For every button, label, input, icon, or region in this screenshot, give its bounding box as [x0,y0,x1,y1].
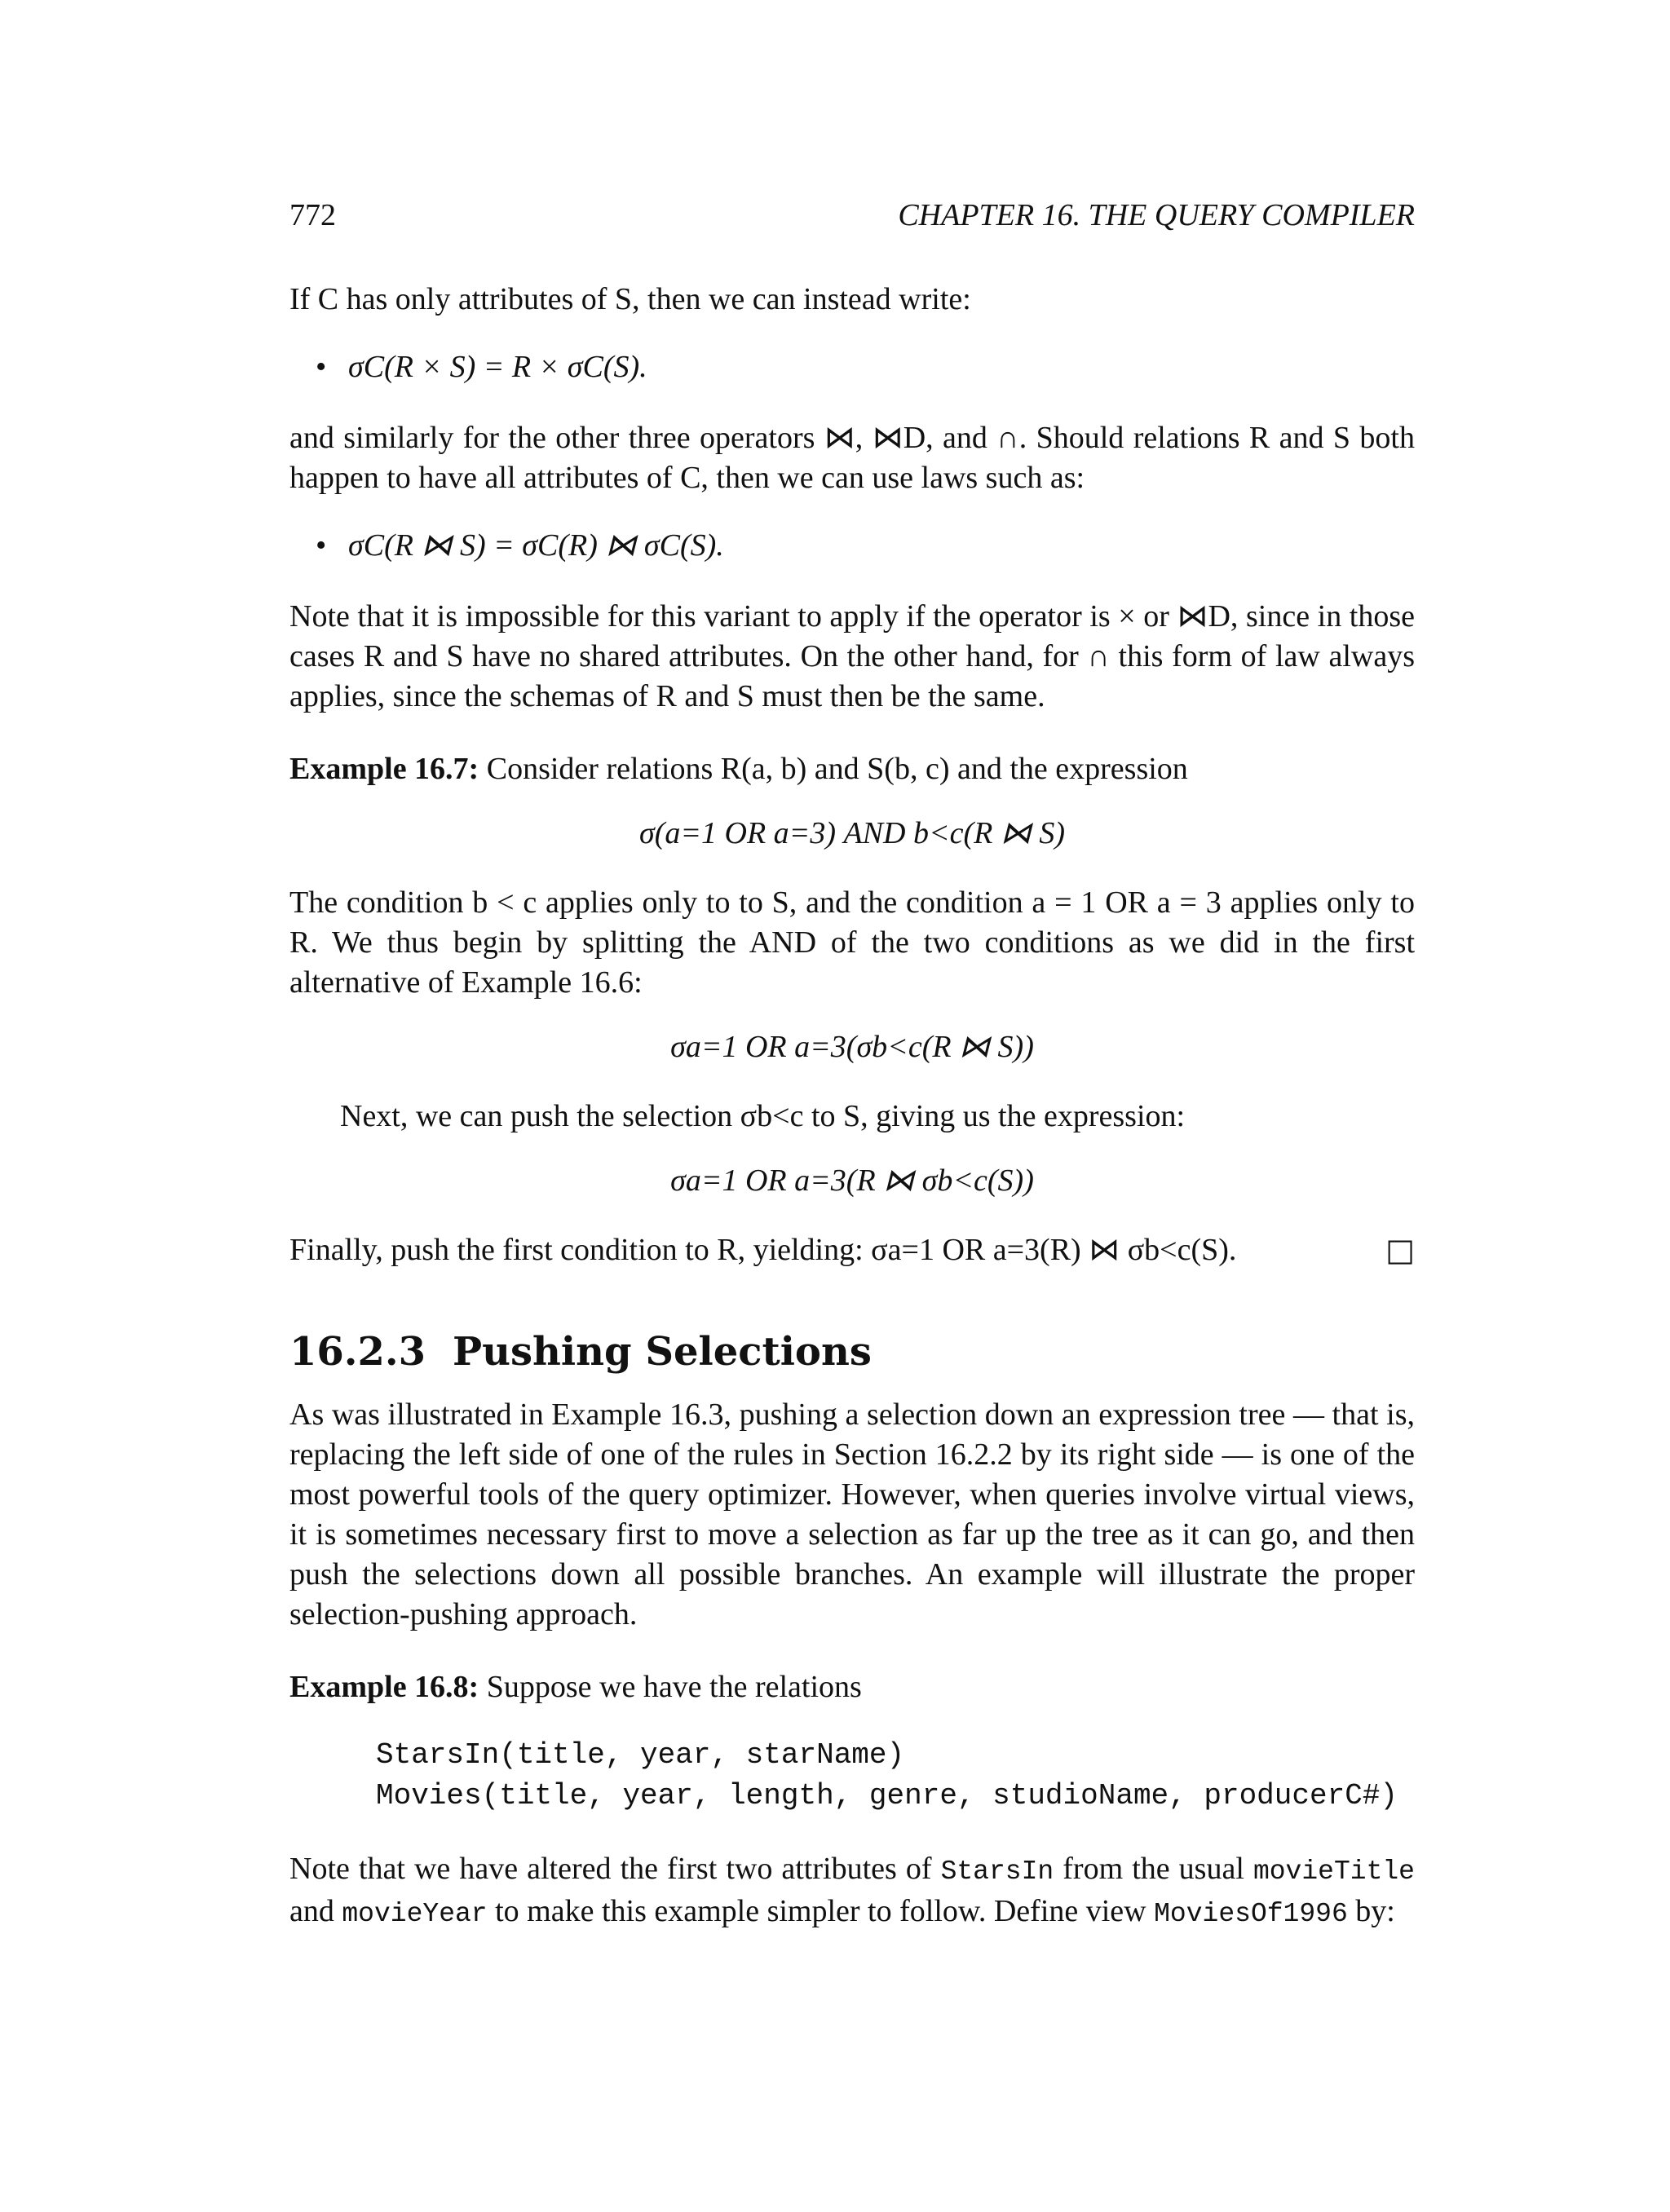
example-16-8-paragraph-1 [289,1849,1415,1934]
section-number: 16.2.3 [289,1329,426,1375]
inline-code: MoviesOf1996 [1154,1899,1348,1929]
example-16-8-intro-text: Suppose we have the relations [486,1670,862,1704]
example-16-7-paragraph-1: The condition b < c applies only to to S, and the condition a = 1 OR a = 3 applies only to R. We thus begin by splitting the AND of the two conditions as we did in the first alternative of Example 16.6: [289,885,1415,1000]
example-16-7-expression-2: σa=1 OR a=3(σb<c(R ⋈ S)) [670,1030,1034,1064]
example-16-7-intro-text: Consider relations R(a, b) and S(b, c) and the expression [486,752,1188,786]
bullet-1-formula: σC(R × S) = R × σC(S). [348,350,647,384]
example-16-8 [289,1667,1415,1934]
example-16-7-paragraph-2: Next, we can push the selection σb<c to S, giving us the expression: [340,1099,1186,1133]
example-16-7-expression-1: σ(a=1 OR a=3) AND b<c(R ⋈ S) [638,816,1066,850]
section-heading [289,1329,1415,1375]
bullet-dot-icon: • [316,528,327,563]
code-line-movies: Movies(title, year, length, genre, studioName, producerC#) [376,1779,1398,1812]
code-line-starsin: StarsIn(title, year, starName) [376,1738,905,1772]
section-title: Pushing Selections [453,1329,872,1375]
page [289,196,1415,1934]
qed-box-icon: □ [1385,1232,1415,1268]
text-segment: to make this example simpler to follow. Define view [487,1894,1155,1928]
example-16-8-intro [289,1667,1415,1707]
bullet-2 [316,526,1415,566]
chapter-title: CHAPTER 16. THE QUERY COMPILER [898,198,1415,232]
paragraph-4: As was illustrated in Example 16.3, pushing a selection down an expression tree — that is, replacing the left side of one of the rules in Section 16.2.2 by its right side — is one of the most powerful tools of the query optimizer. However, when queries involve virtual views, it is sometimes necessary first to move a selection as far up the tree as it can go, and then push the selections down all possible branches. An example will illustrate the proper selection-pushing approach. [289,1397,1415,1631]
text-segment: from the usual [1054,1852,1253,1886]
text-segment: by: [1347,1894,1395,1928]
inline-code: movieTitle [1252,1857,1415,1887]
paragraph-1: If C has only attributes of S, then we can instead write: [289,282,971,316]
code-block [376,1735,1415,1817]
running-header [289,196,1415,236]
inline-code: movieYear [342,1899,488,1929]
example-16-8-label: Example 16.8: [289,1670,479,1704]
example-16-7 [289,749,1415,1270]
bullet-2-formula: σC(R ⋈ S) = σC(R) ⋈ σC(S). [348,528,724,563]
bullet-1 [316,347,1415,387]
bullet-dot-icon: • [316,350,327,384]
example-16-7-expression-3: σa=1 OR a=3(R ⋈ σb<c(S)) [670,1163,1034,1198]
example-16-7-paragraph-3 [289,1230,1415,1270]
example-16-7-final-text: Finally, push the first condition to R, yielding: σa=1 OR a=3(R) ⋈ σb<c(S). [289,1233,1237,1267]
example-16-7-intro [289,749,1415,789]
inline-code: StarsIn [940,1857,1054,1887]
example-16-7-label: Example 16.7: [289,752,479,786]
paragraph-3: Note that it is impossible for this variant to apply if the operator is × or ⋈D, since in those cases R and S have no shared attributes. On the other hand, for ∩ this form of law always applies, since the schemas of R and S must then be the same. [289,599,1415,713]
page-number: 772 [289,198,336,232]
text-segment: Note that we have altered the first two attributes of [289,1852,941,1886]
text-segment: and [289,1894,342,1928]
paragraph-2: and similarly for the other three operators ⋈, ⋈D, and ∩. Should relations R and S both happen to have all attributes of C, then we can use laws such as: [289,421,1415,495]
